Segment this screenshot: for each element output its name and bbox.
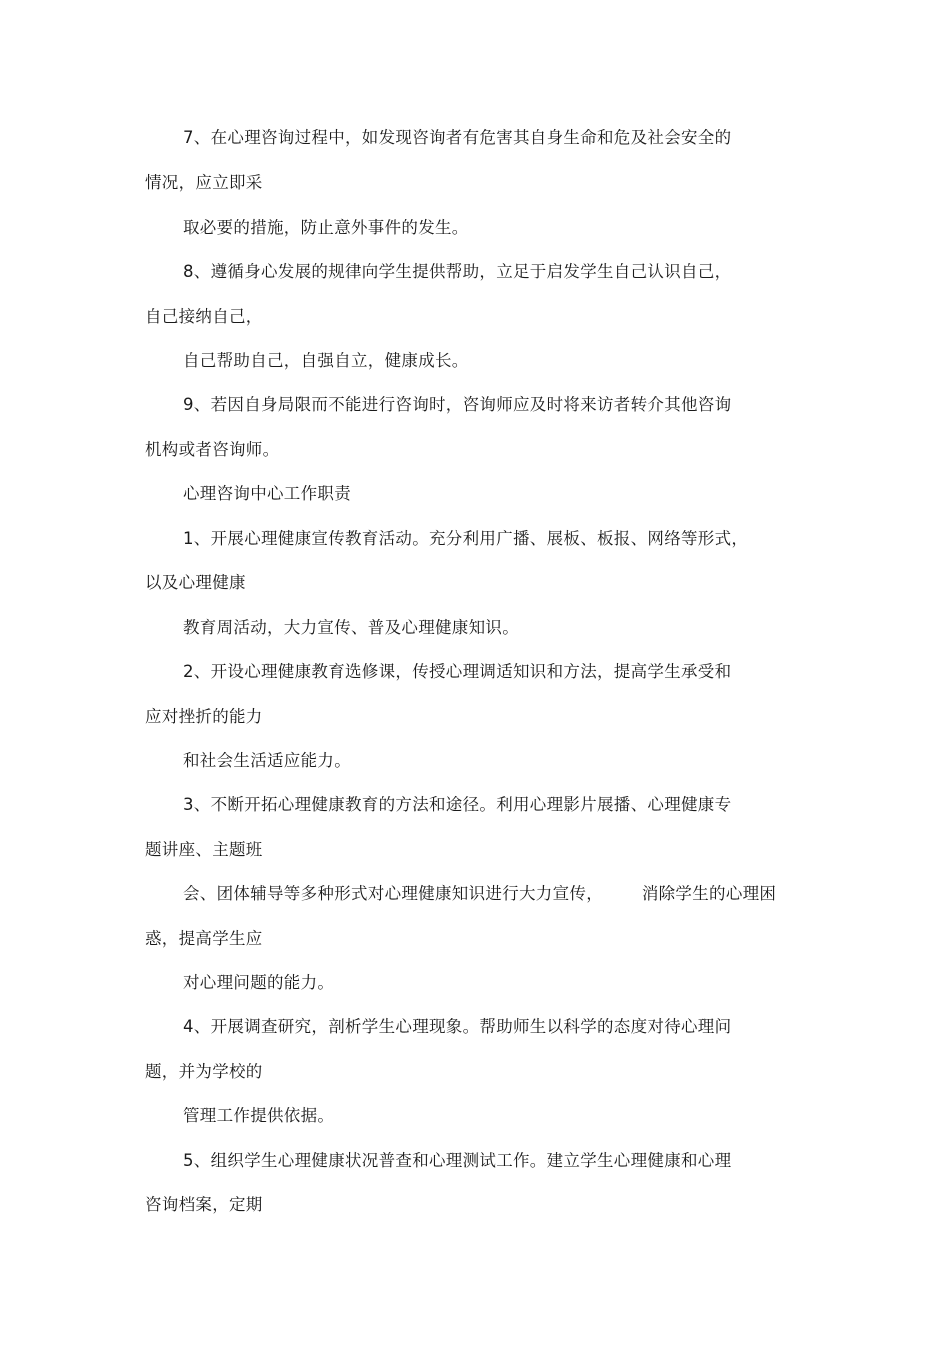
- text-line: 8、遵循身心发展的规律向学生提供帮助，立足于启发学生自己认识自己，: [183, 262, 732, 281]
- text-line: 自己帮助自己，自强自立，健康成长。: [183, 351, 469, 370]
- text-line: 机构或者咨询师。: [145, 440, 280, 459]
- text-line: 应对挫折的能力: [145, 707, 263, 726]
- text-line: 题，并为学校的: [145, 1062, 263, 1081]
- text-line: 7、在心理咨询过程中，如发现咨询者有危害其自身生命和危及社会安全的: [183, 128, 732, 147]
- text-line: 管理工作提供依据。: [183, 1106, 335, 1125]
- text-line: 咨询档案，定期: [145, 1195, 263, 1214]
- text-line: 3、不断开拓心理健康教育的方法和途径。利用心理影片展播、心理健康专: [183, 795, 732, 814]
- text-line: 1、开展心理健康宣传教育活动。充分利用广播、展板、板报、网络等形式，: [183, 529, 749, 548]
- text-line: 取必要的措施，防止意外事件的发生。: [183, 218, 469, 237]
- text-line: 会、团体辅导等多种形式对心理健康知识进行大力宣传， 消除学生的心理困: [183, 884, 777, 903]
- text-line: 自己接纳自己，: [145, 307, 263, 326]
- text-line: 惑，提高学生应: [145, 929, 263, 948]
- section-heading: 心理咨询中心工作职责: [183, 484, 351, 503]
- text-line: 情况，应立即采: [145, 173, 263, 192]
- text-line: 以及心理健康: [145, 573, 246, 592]
- text-line: 5、组织学生心理健康状况普查和心理测试工作。建立学生心理健康和心理: [183, 1151, 732, 1170]
- text-line: 9、若因自身局限而不能进行咨询时，咨询师应及时将来访者转介其他咨询: [183, 395, 732, 414]
- text-line: 4、开展调查研究，剖析学生心理现象。帮助师生以科学的态度对待心理问: [183, 1017, 732, 1036]
- text-line: 和社会生活适应能力。: [183, 751, 351, 770]
- text-line: 对心理问题的能力。: [183, 973, 335, 992]
- text-line: 2、开设心理健康教育选修课，传授心理调适知识和方法，提高学生承受和: [183, 662, 732, 681]
- text-line: 题讲座、主题班: [145, 840, 263, 859]
- text-line: 教育周活动，大力宣传、普及心理健康知识。: [183, 618, 519, 637]
